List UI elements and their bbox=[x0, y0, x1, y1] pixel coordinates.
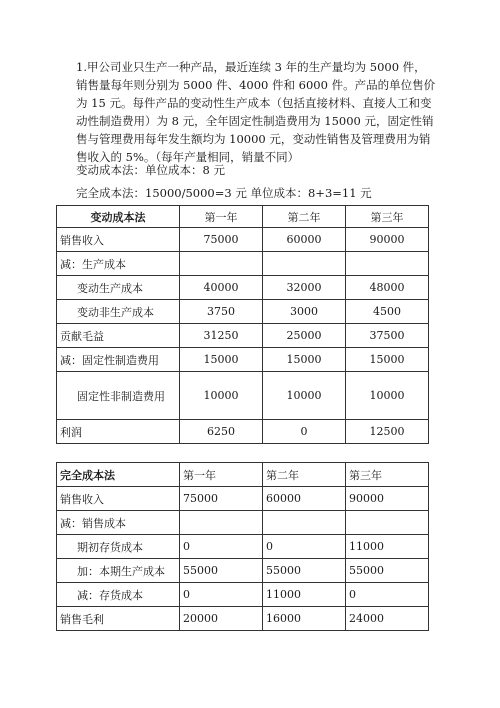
table-cell: 40000 bbox=[180, 276, 263, 300]
table-cell: 60000 bbox=[263, 487, 346, 511]
table-row bbox=[57, 348, 429, 372]
table-cell: 15000 bbox=[346, 348, 429, 372]
table-cell: 16000 bbox=[263, 607, 346, 631]
row-label: 减：固定性制造费用 bbox=[57, 348, 180, 372]
table-row bbox=[57, 583, 429, 607]
header-cell: 变动成本法 bbox=[57, 206, 180, 228]
table-row bbox=[57, 372, 429, 420]
table-header-row bbox=[57, 463, 429, 487]
problem-statement: 1.甲公司业只生产一种产品，最近连续 3 年的生产量均为 5000 件，销售量每年则分别为 5000 件、4000 件和 6000 件。产品的单位售价为 15 元。每件产品的变动性生产成本（包括直接材料、直接人工和变动性制造费用）为 8 元，全年固定性制造费用为 15000 元，固定性销售与管理费用每年发生额均为 10000 元，变动性销售及管理费用为销售收入的 5%。（每年产量相同，销量不同） bbox=[76, 60, 436, 164]
table-cell: 75000 bbox=[180, 228, 263, 252]
header-cell: 第三年 bbox=[346, 463, 429, 487]
table-cell: 3750 bbox=[180, 300, 263, 324]
table-cell: 12500 bbox=[346, 420, 429, 444]
table-cell bbox=[346, 511, 429, 535]
table-cell: 25000 bbox=[263, 324, 346, 348]
header-cell: 第二年 bbox=[263, 206, 346, 228]
table-cell: 0 bbox=[180, 583, 263, 607]
table-row bbox=[57, 559, 429, 583]
row-label: 贡献毛益 bbox=[57, 324, 180, 348]
row-label: 销售收入 bbox=[57, 487, 180, 511]
row-label: 加：本期生产成本 bbox=[57, 559, 180, 583]
table-cell: 0 bbox=[263, 420, 346, 444]
variable-cost-note: 变动成本法：单位成本：8 元 bbox=[76, 163, 225, 177]
table-cell: 37500 bbox=[346, 324, 429, 348]
table-row bbox=[57, 607, 429, 631]
table-cell bbox=[263, 252, 346, 276]
table-cell bbox=[263, 511, 346, 535]
table-cell: 4500 bbox=[346, 300, 429, 324]
table-cell: 90000 bbox=[346, 487, 429, 511]
table-cell: 55000 bbox=[263, 559, 346, 583]
row-label: 变动生产成本 bbox=[57, 276, 180, 300]
table-cell: 0 bbox=[180, 535, 263, 559]
full-costing-table bbox=[56, 462, 429, 631]
row-label: 减：销售成本 bbox=[57, 511, 180, 535]
table-row bbox=[57, 252, 429, 276]
row-label: 变动非生产成本 bbox=[57, 300, 180, 324]
header-cell: 第三年 bbox=[346, 206, 429, 228]
table-row bbox=[57, 300, 429, 324]
table-row bbox=[57, 228, 429, 252]
header-cell: 第二年 bbox=[263, 463, 346, 487]
row-label: 销售收入 bbox=[57, 228, 180, 252]
table-row bbox=[57, 487, 429, 511]
row-label: 销售毛利 bbox=[57, 607, 180, 631]
table-cell: 15000 bbox=[263, 348, 346, 372]
row-label: 减：存货成本 bbox=[57, 583, 180, 607]
row-label: 固定性非制造费用 bbox=[57, 372, 180, 420]
row-label: 减：生产成本 bbox=[57, 252, 180, 276]
table-cell: 11000 bbox=[263, 583, 346, 607]
row-label: 期初存货成本 bbox=[57, 535, 180, 559]
table-row bbox=[57, 420, 429, 444]
table-row bbox=[57, 511, 429, 535]
table-cell: 31250 bbox=[180, 324, 263, 348]
table-row bbox=[57, 324, 429, 348]
table-cell: 15000 bbox=[180, 348, 263, 372]
table-cell: 90000 bbox=[346, 228, 429, 252]
table-cell: 0 bbox=[346, 583, 429, 607]
table-row bbox=[57, 276, 429, 300]
table-cell: 10000 bbox=[346, 372, 429, 420]
table-header-row bbox=[57, 206, 429, 228]
header-cell: 第一年 bbox=[180, 463, 263, 487]
table-cell: 55000 bbox=[346, 559, 429, 583]
table-row bbox=[57, 535, 429, 559]
table-cell: 24000 bbox=[346, 607, 429, 631]
row-label: 利润 bbox=[57, 420, 180, 444]
table-cell: 10000 bbox=[180, 372, 263, 420]
table-cell: 48000 bbox=[346, 276, 429, 300]
table-cell: 10000 bbox=[263, 372, 346, 420]
table-cell: 20000 bbox=[180, 607, 263, 631]
table-cell bbox=[180, 511, 263, 535]
table-cell: 11000 bbox=[346, 535, 429, 559]
table-cell: 6250 bbox=[180, 420, 263, 444]
table-cell: 32000 bbox=[263, 276, 346, 300]
header-cell: 第一年 bbox=[180, 206, 263, 228]
table-cell bbox=[180, 252, 263, 276]
table-cell: 55000 bbox=[180, 559, 263, 583]
table-cell bbox=[346, 252, 429, 276]
table-cell: 3000 bbox=[263, 300, 346, 324]
table-cell: 60000 bbox=[263, 228, 346, 252]
table-cell: 0 bbox=[263, 535, 346, 559]
header-cell: 完全成本法 bbox=[57, 463, 180, 487]
full-cost-note: 完全成本法：15000/5000=3 元 单位成本：8+3=11 元 bbox=[76, 186, 372, 200]
variable-costing-table bbox=[56, 205, 429, 444]
table-cell: 75000 bbox=[180, 487, 263, 511]
